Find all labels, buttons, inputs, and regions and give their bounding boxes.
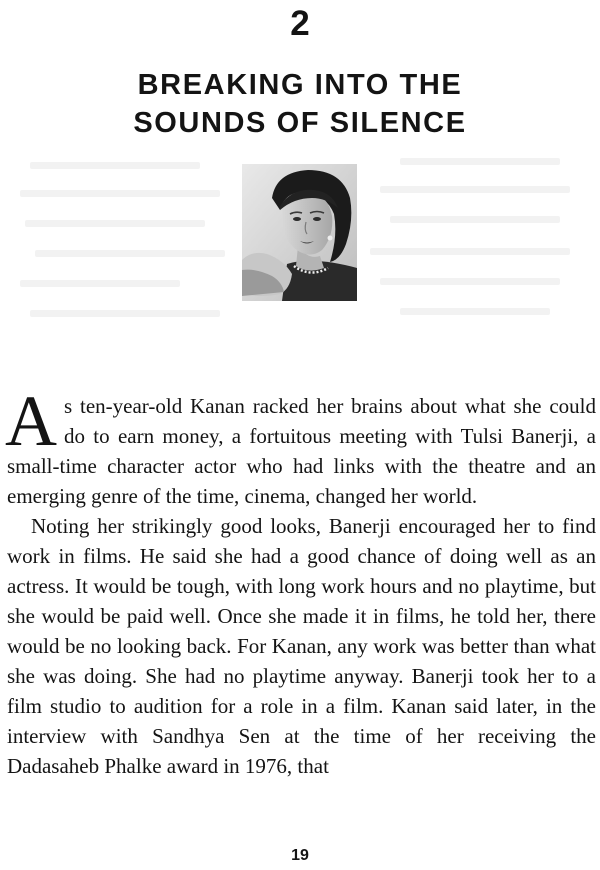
portrait-photo (242, 164, 357, 301)
paragraph-2: Noting her strikingly good looks, Banerji encouraged her to find work in films. He said she had a good chance of doing well as an actress. It would be tough, with long work hours and no playtime, but she would be paid well. Once she made it in films, he told her, there would be no looking back. For Kanan, any work was better than what she was doing. She had no playtime anyway. Banerji took her to a film studio to audition for a role in a film. Kanan said later, in the interview with Sandhya Sen at the time of her receiving the Dadasaheb Phalke award in 1976, that (7, 514, 596, 778)
paragraph-1-text: s ten-year-old Kanan racked her brains about what she could do to earn money, a fortuitous meeting with Tulsi Banerji, a small-time character actor who had links with the theatre and an emerging genre of the time, cinema, changed her world. (7, 394, 596, 508)
chapter-title-line-1: BREAKING INTO THE (137, 69, 463, 101)
chapter-number: 2 (290, 4, 310, 43)
chapter-title (0, 66, 600, 142)
paragraph-1 (5, 381, 596, 511)
chapter-body (5, 381, 596, 781)
drop-cap: A (5, 381, 57, 461)
page-number: 19 (291, 847, 309, 864)
chapter-title-line-2: SOUNDS OF SILENCE (133, 107, 467, 139)
